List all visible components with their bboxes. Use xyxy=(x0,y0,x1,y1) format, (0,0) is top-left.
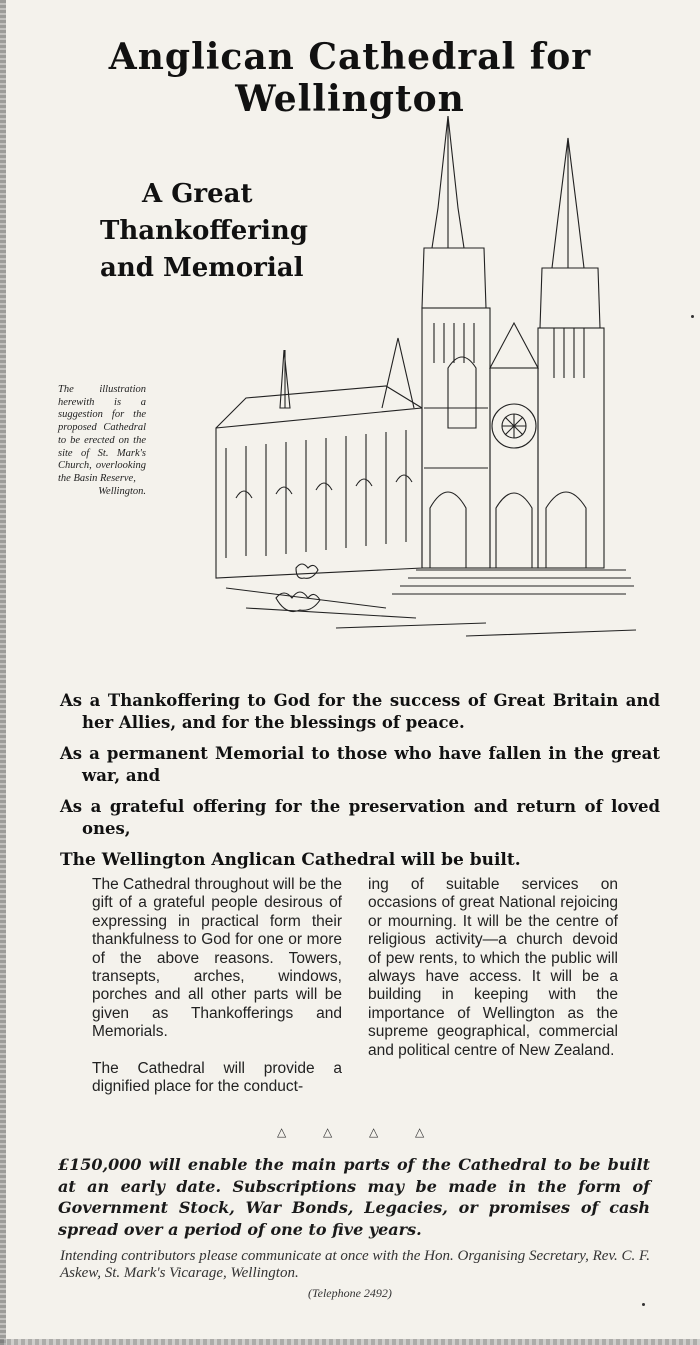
body-paragraph: The Cathedral throughout will be the gift of a grateful people desirous of expressing in practical form their thankfulness to God for one or more of the above reasons. Towers, transepts, arches, windows, porches and all other parts will be given as Thankofferings and Memorials. xyxy=(92,876,342,1041)
body-column-left xyxy=(92,876,342,1114)
print-speck xyxy=(691,315,694,318)
subheading-line-3: and Memorial xyxy=(100,253,304,283)
triangle-ornament-icon: △ xyxy=(323,1125,333,1139)
pledge-grateful-offering: As a grateful offering for the preservation and return of loved ones, xyxy=(60,797,660,838)
pledge-thankoffering: As a Thankoffering to God for the success of Great Britain and her Allies, and for the blessings of peace. xyxy=(60,691,660,732)
subheading-line-1: A Great xyxy=(142,179,253,209)
triangle-ornament-icon: △ xyxy=(277,1125,287,1139)
print-speck xyxy=(642,1303,645,1306)
body-column-right xyxy=(368,876,618,1078)
triangle-ornament-icon: △ xyxy=(415,1125,425,1139)
funding-appeal: £150,000 will enable the main parts of the Cathedral to be built at an early date. Subscriptions may be made in the form of Government Stock, War Bonds, Legacies, or promises of cash spread over a period of one to five years. xyxy=(58,1155,650,1239)
pledge-list xyxy=(60,690,660,871)
section-divider xyxy=(0,1125,700,1141)
page-edge-left xyxy=(0,0,6,1345)
telephone-number: (Telephone 2492) xyxy=(308,1286,392,1300)
pledge-memorial: As a permanent Memorial to those who have fallen in the great war, and xyxy=(60,744,660,785)
triangle-ornament-icon: △ xyxy=(369,1125,379,1139)
caption-place: Wellington. xyxy=(98,485,146,497)
headline: Anglican Cathedral for Wellington xyxy=(108,36,592,120)
page-edge-bottom xyxy=(0,1339,700,1345)
subheading-line-2: Thankoffering xyxy=(100,216,308,246)
body-paragraph: The Cathedral will provide a dignified place for the conduct- xyxy=(92,1059,342,1096)
closing-statement: The Wellington Anglican Cathedral will be built. xyxy=(60,850,521,870)
illustration-caption xyxy=(58,384,146,498)
body-paragraph: ing of suitable services on occasions of great National rejoicing or mourning. It will be the centre of religious activity—a church devoid of pew rents, to which the public will always have access. It will be a building in keeping with the importance of Wellington as the supreme geographical, commercial and political centre of New Zealand. xyxy=(368,876,618,1059)
caption-text: The illustration herewith is a suggestion for the proposed Cathedral to be erected on the site of St. Mark's Church, overlooking the Basin Reserve, xyxy=(58,384,146,484)
contact-notice: Intending contributors please communicate at once with the Hon. Organising Secretary, Rev. C. F. Askew, St. Mark's Vicarage, Wellington. xyxy=(60,1248,650,1281)
cathedral-illustration-icon xyxy=(186,108,636,653)
